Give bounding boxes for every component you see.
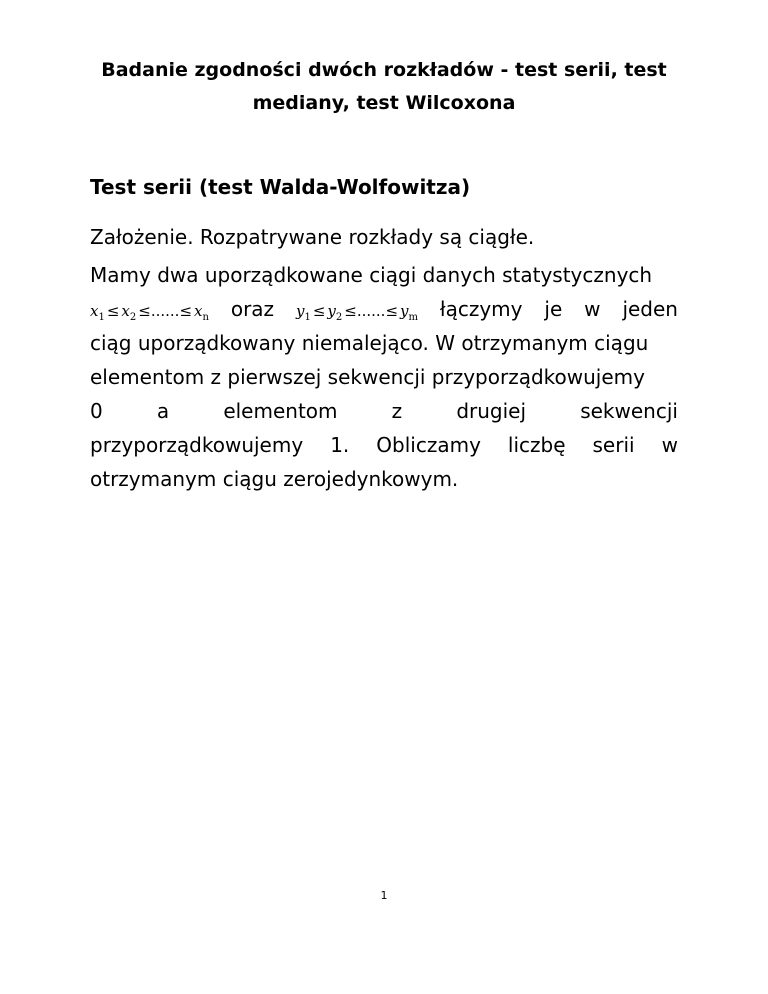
assumption-text: Założenie. Rozpatrywane rozkłady są ciągłe.	[90, 225, 535, 249]
word: je	[544, 297, 563, 321]
word: serii	[592, 433, 635, 457]
document-title-line-1: Badanie zgodności dwóch rozkładów - test serii, test	[101, 59, 667, 81]
word: z	[391, 399, 403, 423]
word: w	[661, 433, 678, 457]
word: 1.	[330, 433, 350, 457]
connector-word: oraz	[230, 297, 275, 321]
word: elementom	[223, 399, 338, 423]
paragraph-line-5	[90, 394, 678, 428]
word: w	[584, 297, 601, 321]
section-heading: Test serii (test Walda-Wolfowitza)	[90, 175, 471, 199]
page-number: 1	[380, 889, 388, 902]
word: 0	[90, 399, 103, 423]
formula-x-sequence: $x_1 \le x_2$ ≤......≤ $x_n$	[90, 302, 209, 323]
word: Obliczamy	[376, 433, 481, 457]
word: drugiej	[456, 399, 527, 423]
word: przyporządkowujemy	[90, 433, 304, 457]
document-title-line-2: mediany, test Wilcoxona	[252, 92, 516, 114]
word: sekwencji	[580, 399, 678, 423]
word: a	[156, 399, 170, 423]
paragraph-line-7: otrzymanym ciągu zerojedynkowym.	[90, 467, 459, 491]
paragraph-line-3: ciąg uporządkowany niemalejąco. W otrzymanym ciągu	[90, 331, 649, 355]
paragraph-line-1: Mamy dwa uporządkowane ciągi danych statystycznych	[90, 263, 653, 287]
paragraph-line-6	[90, 428, 678, 462]
word: jeden	[622, 297, 678, 321]
formula-y-sequence: $y_1 \le y_2$ ≤......≤ $y_m$	[295, 302, 418, 323]
paragraph-line-4: elementom z pierwszej sekwencji przyporządkowujemy	[90, 365, 645, 389]
word: łączymy	[439, 297, 523, 321]
word: liczbę	[507, 433, 566, 457]
